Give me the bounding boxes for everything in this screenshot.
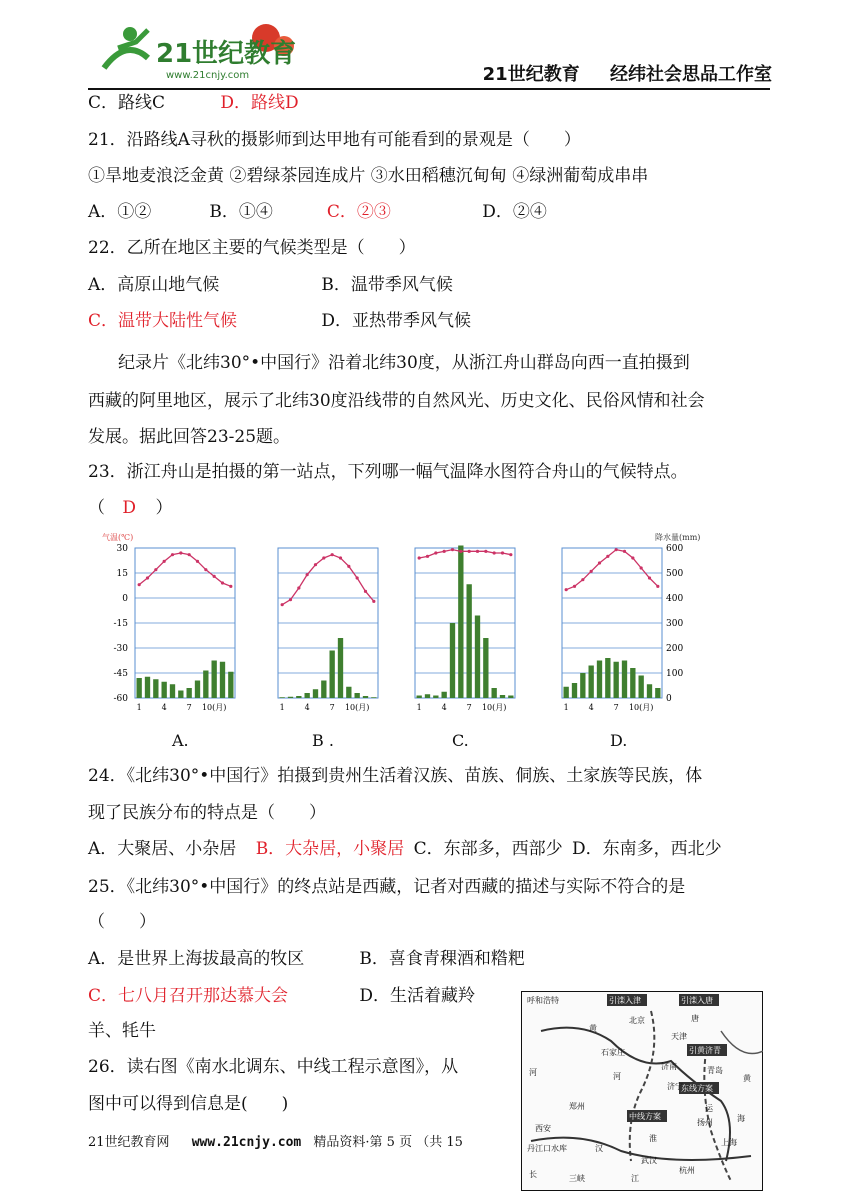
left-tick-label: -45 bbox=[113, 669, 128, 679]
x-tick-label: 10(月) bbox=[201, 703, 227, 712]
precip-bar bbox=[330, 651, 335, 699]
precip-bar bbox=[614, 662, 619, 698]
temperature-point bbox=[459, 550, 462, 553]
precip-bar bbox=[639, 676, 644, 699]
right-tick-label: 0 bbox=[666, 694, 672, 704]
right-tick-label: 100 bbox=[666, 669, 684, 679]
header-brand: 21世纪教育 bbox=[482, 64, 580, 85]
left-tick-label: 0 bbox=[122, 594, 128, 604]
map-label: 上海 bbox=[721, 1138, 737, 1147]
q23-stem: 23．浙江舟山是拍摄的第一站点，下列哪一幅气温降水图符合舟山的气候特点。 bbox=[88, 462, 688, 482]
q24-line2: 现了民族分布的特点是（ ） bbox=[88, 803, 326, 823]
precip-bar bbox=[153, 679, 158, 698]
temperature-point bbox=[154, 568, 157, 571]
x-tick-label: 4 bbox=[304, 703, 310, 712]
temperature-point bbox=[598, 561, 601, 564]
precip-bar bbox=[630, 668, 635, 698]
precip-bar bbox=[170, 684, 175, 698]
temperature-point bbox=[281, 603, 284, 606]
q22-option-b: B．温带季风气候 bbox=[321, 275, 453, 295]
q25-line2: （ ） bbox=[88, 912, 156, 932]
q21-option-a: A．①② bbox=[88, 202, 152, 222]
south-north-water-map bbox=[521, 991, 763, 1191]
precip-bar bbox=[220, 662, 225, 698]
passage-line1: 纪录片《北纬30°•中国行》沿着北纬30度，从浙江舟山群岛向西一直拍摄到 bbox=[118, 353, 690, 373]
x-tick-label: 4 bbox=[588, 703, 594, 712]
map-label: 济南 bbox=[661, 1062, 677, 1071]
left-tick-label: -30 bbox=[113, 644, 128, 654]
logo-url: www.21cnjy.com bbox=[166, 70, 250, 81]
precip-bar bbox=[346, 687, 351, 698]
footer-url[interactable]: www.21cnjy.com bbox=[191, 1135, 302, 1150]
q24-option-a: A．大聚居、小杂居 bbox=[88, 839, 237, 859]
climate-charts bbox=[100, 530, 720, 720]
q22-option-d: D．亚热带季风气候 bbox=[321, 311, 472, 331]
precip-bar bbox=[580, 673, 585, 698]
precip-bar bbox=[371, 697, 376, 698]
precip-bar bbox=[605, 658, 610, 698]
map-label: 江 bbox=[631, 1174, 639, 1183]
right-tick-label: 400 bbox=[666, 594, 684, 604]
temperature-point bbox=[615, 548, 618, 551]
q25-option-c-answer: C．七八月召开那达慕大会 bbox=[88, 986, 289, 1006]
precip-bar bbox=[500, 695, 505, 698]
temperature-point bbox=[631, 556, 634, 559]
precip-bar bbox=[203, 671, 208, 699]
map-label: 石家庄 bbox=[601, 1048, 625, 1057]
q25-option-d: D．生活着藏羚 bbox=[359, 986, 476, 1006]
right-tick-label: 500 bbox=[666, 569, 684, 579]
precip-bar bbox=[647, 684, 652, 698]
right-tick-label: 300 bbox=[666, 619, 684, 629]
temperature-point bbox=[229, 585, 232, 588]
precip-bar bbox=[338, 638, 343, 698]
temperature-point bbox=[565, 588, 568, 591]
temperature-point bbox=[179, 551, 182, 554]
temperature-point bbox=[331, 553, 334, 556]
q20-options bbox=[88, 91, 299, 115]
logo-text: 21世纪教育 bbox=[156, 39, 296, 69]
x-tick-label: 1 bbox=[416, 703, 422, 712]
temperature-point bbox=[656, 585, 659, 588]
precip-bar bbox=[508, 696, 513, 699]
temperature-point bbox=[322, 556, 325, 559]
x-tick-label: 7 bbox=[186, 703, 192, 712]
q23-answer: D bbox=[122, 498, 137, 518]
map-label: 河 bbox=[529, 1068, 537, 1077]
temperature-point bbox=[434, 551, 437, 554]
map-label: 引滦入津 bbox=[609, 996, 641, 1005]
x-tick-label: 1 bbox=[279, 703, 285, 712]
map-label: 引滦入唐 bbox=[681, 996, 713, 1005]
map-label: 扬州 bbox=[697, 1118, 713, 1127]
precip-bar bbox=[492, 688, 497, 698]
passage-line2: 西藏的阿里地区，展示了北纬30度沿线带的自然风光、历史文化、民俗风情和社会 bbox=[88, 391, 705, 411]
precip-bar bbox=[564, 687, 569, 698]
temperature-point bbox=[364, 590, 367, 593]
temperature-point bbox=[468, 550, 471, 553]
precip-bar bbox=[313, 689, 318, 698]
q24-options bbox=[88, 837, 722, 861]
left-tick-label: -60 bbox=[113, 694, 128, 704]
q24-option-c: C．东部多，西部少 bbox=[413, 839, 563, 859]
map-label: 呼和浩特 bbox=[527, 996, 559, 1005]
temperature-point bbox=[196, 560, 199, 563]
footer-site: 21世纪教育网 bbox=[88, 1135, 170, 1150]
temperature-point bbox=[372, 600, 375, 603]
x-tick-label: 7 bbox=[466, 703, 472, 712]
chart-label-c: C. bbox=[452, 731, 469, 750]
right-axis-title: 降水量(mm) bbox=[655, 533, 701, 542]
precip-bar bbox=[442, 692, 447, 698]
precip-bar bbox=[417, 696, 422, 699]
chart-label-a: A. bbox=[172, 731, 189, 750]
q21-stem: 21．沿路线A寻秋的摄影师到达甲地有可能看到的景观是（ ） bbox=[88, 130, 581, 150]
x-tick-label: 7 bbox=[329, 703, 335, 712]
temperature-point bbox=[138, 583, 141, 586]
x-tick-label: 7 bbox=[613, 703, 619, 712]
map-label: 郑州 bbox=[569, 1102, 585, 1111]
temperature-point bbox=[648, 576, 651, 579]
precip-bar bbox=[280, 697, 285, 698]
q21-option-d: D．②④ bbox=[482, 202, 547, 222]
map-label: 天津 bbox=[671, 1032, 687, 1041]
temperature-point bbox=[188, 553, 191, 556]
site-logo bbox=[96, 18, 296, 84]
map-label: 长 bbox=[529, 1170, 537, 1179]
q26-line1: 26．读右图《南水北调东、中线工程示意图》，从 bbox=[88, 1057, 459, 1077]
q22-options-ab bbox=[88, 273, 453, 297]
precip-bar bbox=[305, 693, 310, 698]
map-label: 黄 bbox=[589, 1024, 597, 1033]
q25-options-ab bbox=[88, 947, 525, 971]
q21-items: ①旱地麦浪泛金黄 ②碧绿茶园连成片 ③水田稻穗沉甸甸 ④绿洲葡萄成串串 bbox=[88, 166, 649, 186]
precip-bar bbox=[475, 616, 480, 699]
passage-line3: 发展。据此回答23-25题。 bbox=[88, 427, 291, 447]
map-label: 河 bbox=[613, 1072, 621, 1081]
q21-option-c-answer: C．②③ bbox=[326, 202, 391, 222]
q23-close-paren: ） bbox=[155, 498, 173, 518]
temperature-point bbox=[146, 576, 149, 579]
precip-bar bbox=[483, 638, 488, 698]
temperature-point bbox=[581, 578, 584, 581]
q20-option-c: C．路线C bbox=[88, 93, 166, 113]
q25-line1: 25．《北纬30°•中国行》的终点站是西藏，记者对西藏的描述与实际不符合的是 bbox=[88, 877, 686, 897]
map-label: 杭州 bbox=[679, 1166, 695, 1175]
map-label: 黄 bbox=[743, 1074, 751, 1083]
temperature-point bbox=[306, 573, 309, 576]
q21-option-b: B．①④ bbox=[209, 202, 273, 222]
temperature-point bbox=[606, 555, 609, 558]
x-tick-label: 10(月) bbox=[344, 703, 370, 712]
x-tick-label: 4 bbox=[161, 703, 167, 712]
chart-label-d: D. bbox=[610, 731, 628, 750]
temperature-point bbox=[573, 585, 576, 588]
q26-line2: 图中可以得到信息是( ) bbox=[88, 1094, 289, 1114]
precip-bar bbox=[296, 696, 301, 698]
precip-bar bbox=[145, 677, 150, 698]
temperature-point bbox=[213, 575, 216, 578]
temperature-point bbox=[356, 576, 359, 579]
precip-bar bbox=[425, 694, 430, 698]
temperature-point bbox=[443, 550, 446, 553]
map-label: 丹江口水库 bbox=[527, 1144, 567, 1153]
header-studio: 经纬社会思品工作室 bbox=[610, 64, 772, 85]
precip-bar bbox=[467, 584, 472, 698]
precip-bar bbox=[589, 666, 594, 699]
temperature-point bbox=[476, 550, 479, 553]
map-label: 西安 bbox=[535, 1124, 551, 1133]
q23-open-paren: （ bbox=[88, 498, 105, 518]
q25-option-a: A．是世界上海拔最高的牧区 bbox=[88, 949, 305, 969]
temperature-point bbox=[501, 551, 504, 554]
map-label: 引黄济青 bbox=[689, 1046, 721, 1055]
precip-bar bbox=[288, 697, 293, 698]
precip-bar bbox=[321, 681, 326, 699]
temperature-point bbox=[339, 556, 342, 559]
q25-option-d-cont: 羊、牦牛 bbox=[88, 1021, 156, 1041]
temperature-point bbox=[493, 551, 496, 554]
q22-option-c-answer: C．温带大陆性气候 bbox=[88, 311, 238, 331]
map-label: 海 bbox=[737, 1114, 745, 1123]
temperature-point bbox=[221, 581, 224, 584]
q25-option-b: B．喜食青稞酒和糌粑 bbox=[359, 949, 525, 969]
temperature-point bbox=[451, 548, 454, 551]
q20-option-d-answer: D．路线D bbox=[220, 93, 299, 113]
temperature-point bbox=[347, 565, 350, 568]
q22-options-cd bbox=[88, 309, 471, 333]
temperature-point bbox=[204, 568, 207, 571]
temperature-point bbox=[163, 560, 166, 563]
temperature-point bbox=[640, 566, 643, 569]
temperature-point bbox=[171, 553, 174, 556]
header-titles bbox=[459, 60, 772, 86]
map-label: 济宁 bbox=[667, 1082, 683, 1091]
right-tick-label: 600 bbox=[666, 544, 684, 554]
q21-options bbox=[88, 200, 547, 224]
map-label: 三峡 bbox=[569, 1174, 585, 1183]
precip-bar bbox=[178, 691, 183, 699]
map-label: 运 bbox=[705, 1104, 713, 1113]
temperature-point bbox=[289, 598, 292, 601]
precip-bar bbox=[450, 623, 455, 698]
q22-stem: 22．乙所在地区主要的气候类型是（ ） bbox=[88, 238, 416, 258]
map-label: 淮 bbox=[649, 1134, 657, 1143]
temperature-point bbox=[297, 586, 300, 589]
x-tick-label: 10(月) bbox=[481, 703, 507, 712]
header-divider bbox=[88, 88, 770, 90]
temperature-point bbox=[314, 563, 317, 566]
q24-option-d: D．东南多，西北少 bbox=[572, 839, 722, 859]
precip-bar bbox=[187, 688, 192, 698]
left-tick-label: 15 bbox=[116, 569, 128, 579]
temperature-point bbox=[418, 556, 421, 559]
x-tick-label: 1 bbox=[136, 703, 142, 712]
precip-bar bbox=[363, 696, 368, 698]
map-label: 东线方案 bbox=[681, 1084, 713, 1093]
q24-option-b-answer: B．大杂居，小聚居 bbox=[255, 839, 405, 859]
temperature-point bbox=[623, 550, 626, 553]
temperature-point bbox=[484, 550, 487, 553]
q24-line1: 24．《北纬30°•中国行》拍摄到贵州生活着汉族、苗族、侗族、土家族等民族，体 bbox=[88, 766, 703, 786]
x-tick-label: 1 bbox=[563, 703, 569, 712]
q25-options-cd bbox=[88, 984, 475, 1008]
q23-answer-line bbox=[88, 496, 172, 520]
precip-bar bbox=[433, 696, 438, 699]
precip-bar bbox=[137, 678, 142, 698]
left-tick-label: 30 bbox=[116, 544, 128, 554]
map-label: 青岛 bbox=[707, 1066, 723, 1075]
temperature-point bbox=[590, 570, 593, 573]
precip-bar bbox=[597, 661, 602, 699]
left-axis-title: 气温(℃) bbox=[102, 533, 134, 542]
footer-page-info: 精品资料·第 5 页 （共 15 bbox=[313, 1135, 463, 1150]
footer bbox=[88, 1133, 463, 1153]
precip-bar bbox=[622, 661, 627, 699]
precip-bar bbox=[655, 688, 660, 698]
precip-bar bbox=[195, 681, 200, 699]
right-tick-label: 200 bbox=[666, 644, 684, 654]
chart-label-b: B . bbox=[312, 731, 334, 750]
left-tick-label: -15 bbox=[113, 619, 128, 629]
precip-bar bbox=[228, 672, 233, 698]
temperature-point bbox=[509, 553, 512, 556]
map-label: 中线方案 bbox=[629, 1112, 661, 1121]
map-label: 唐 bbox=[691, 1014, 699, 1023]
precip-bar bbox=[572, 683, 577, 698]
x-tick-label: 10(月) bbox=[628, 703, 654, 712]
temperature-point bbox=[426, 555, 429, 558]
map-label: 武汉 bbox=[641, 1156, 657, 1165]
precip-bar bbox=[212, 661, 217, 699]
x-tick-label: 4 bbox=[441, 703, 447, 712]
map-label: 北京 bbox=[629, 1016, 645, 1025]
map-label: 汉 bbox=[595, 1144, 603, 1153]
precip-bar bbox=[458, 546, 463, 699]
q22-option-a: A．高原山地气候 bbox=[88, 275, 220, 295]
precip-bar bbox=[162, 682, 167, 698]
precip-bar bbox=[355, 693, 360, 698]
